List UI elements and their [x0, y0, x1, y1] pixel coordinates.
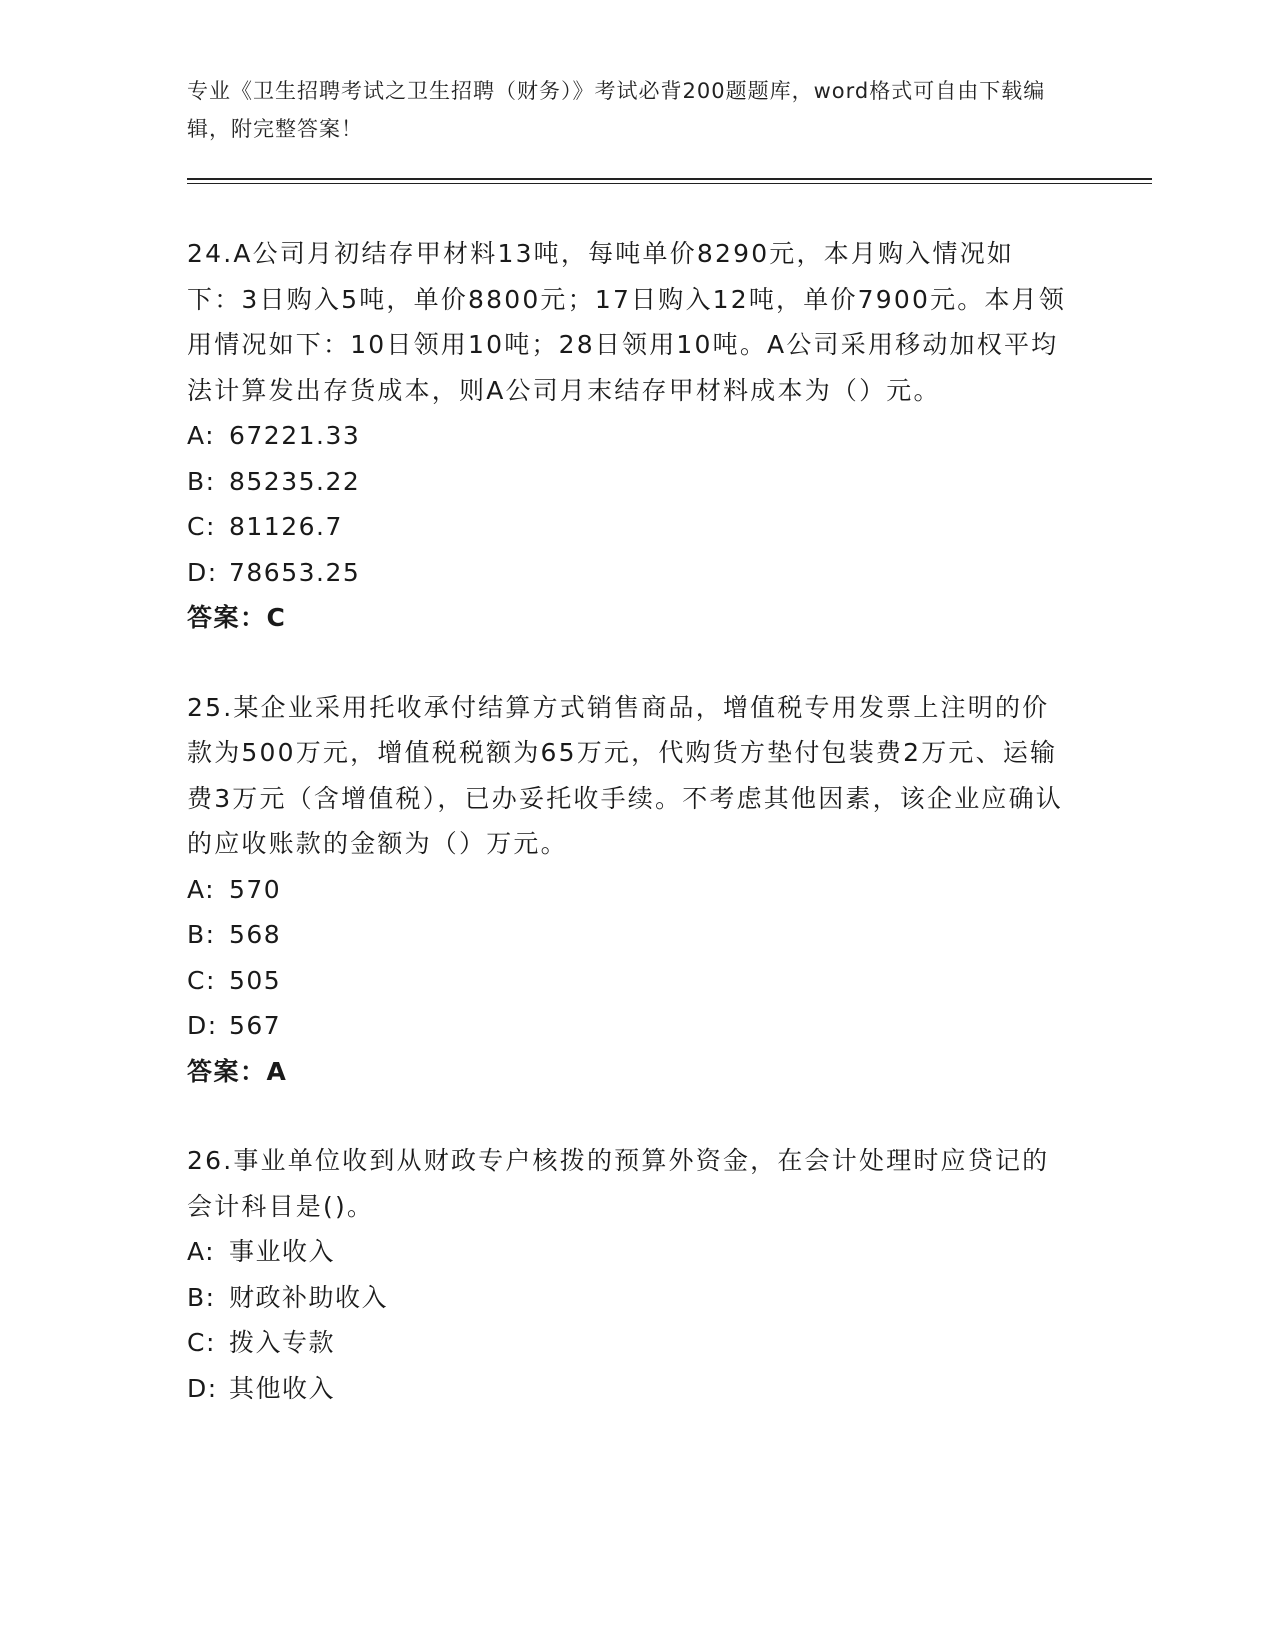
option-c — [187, 504, 1067, 550]
question-25 — [187, 685, 1067, 1095]
option-d — [187, 1366, 1067, 1412]
option-b — [187, 459, 1067, 505]
option-a — [187, 867, 1067, 913]
option-key: D: — [187, 1373, 218, 1403]
question-text: 24.A公司月初结存甲材料13吨，每吨单价8290元，本月购入情况如下：3日购入5吨，单价8800元；17日购入12吨，单价7900元。本月领用情况如下：10日领用10吨；28日领用10吨。A公司采用移动加权平均法计算发出存货成本，则A公司月末结存甲材料成本为（）元。 — [187, 239, 1067, 405]
option-key: A: — [187, 421, 216, 450]
option-key: C: — [187, 512, 216, 541]
option-d — [187, 1003, 1067, 1049]
option-key: C: — [187, 1328, 216, 1357]
option-a — [187, 1229, 1067, 1275]
header-divider-thick — [187, 178, 1152, 180]
option-b — [187, 912, 1067, 958]
question-26 — [187, 1138, 1067, 1411]
option-value: 505 — [229, 965, 282, 995]
option-value: 拨入专款 — [229, 1328, 336, 1357]
option-d — [187, 550, 1067, 596]
option-key: B: — [187, 1282, 216, 1312]
option-value: 568 — [229, 920, 282, 949]
option-value: 其他收入 — [229, 1373, 336, 1403]
answer: 答案：C — [187, 603, 287, 632]
option-c — [187, 958, 1067, 1004]
option-key: C: — [187, 965, 216, 995]
option-value: 570 — [229, 874, 282, 904]
header-divider-thin — [187, 183, 1152, 184]
option-key: B: — [187, 920, 216, 949]
option-value: 85235.22 — [229, 466, 361, 496]
option-value: 78653.25 — [229, 557, 361, 587]
option-c — [187, 1320, 1067, 1366]
option-key: A: — [187, 874, 216, 904]
option-key: D: — [187, 1011, 218, 1040]
option-key: D: — [187, 557, 218, 587]
option-a — [187, 413, 1067, 459]
answer: 答案：A — [187, 1056, 288, 1086]
option-key: B: — [187, 466, 216, 496]
option-value: 81126.7 — [229, 512, 343, 541]
question-24 — [187, 231, 1067, 641]
option-key: A: — [187, 1237, 216, 1266]
option-b — [187, 1275, 1067, 1321]
option-value: 67221.33 — [229, 421, 361, 450]
page-header: 专业《卫生招聘考试之卫生招聘（财务）》考试必背200题题库，word格式可自由下载编辑，附完整答案！ — [187, 79, 1046, 141]
option-value: 567 — [229, 1011, 282, 1040]
question-text: 25.某企业采用托收承付结算方式销售商品，增值税专用发票上注明的价款为500万元，增值税税额为65万元，代购货方垫付包装费2万元、运输费3万元（含增值税），已办妥托收手续。不考虑其他因素，该企业应确认的应收账款的金额为（）万元。 — [187, 692, 1064, 858]
question-list — [187, 231, 1067, 1411]
option-value: 事业收入 — [229, 1237, 336, 1266]
question-text: 26.事业单位收到从财政专户核拨的预算外资金，在会计处理时应贷记的会计科目是()。 — [187, 1146, 1050, 1221]
option-value: 财政补助收入 — [229, 1282, 389, 1312]
